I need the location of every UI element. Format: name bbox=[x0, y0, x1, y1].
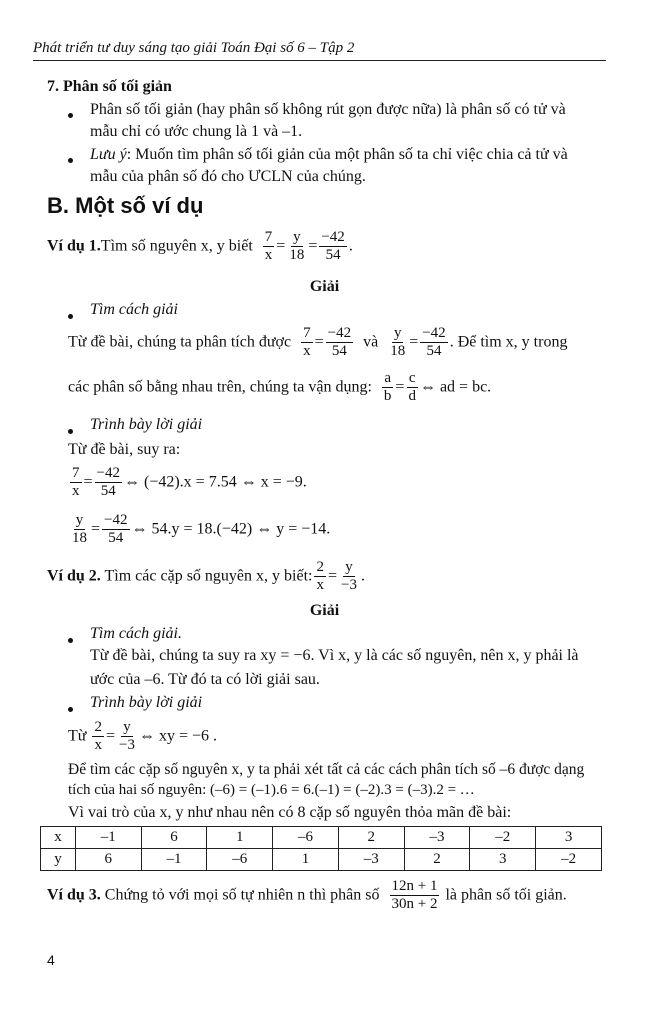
denominator: −3 bbox=[340, 577, 357, 594]
bullet1-line1: Phân số tối giản (hay phân số không rút gọn được nữa) là phân số có tử và bbox=[90, 101, 566, 118]
section-b-title: B. Một số ví dụ bbox=[47, 193, 204, 218]
text: Chứng tỏ với mọi số tự nhiên n thì phân số bbox=[104, 886, 380, 904]
fraction bbox=[301, 325, 313, 361]
note-text: : Muốn tìm phân số tối giản của một phân số ta chỉ việc chia cả tử và bbox=[126, 146, 568, 163]
fraction bbox=[95, 465, 122, 501]
denominator: 54 bbox=[108, 530, 124, 547]
denominator: b bbox=[383, 388, 392, 405]
approach-heading: Tìm cách giải bbox=[90, 301, 178, 318]
table-cell: –2 bbox=[536, 849, 602, 871]
table-cell: 2 bbox=[404, 849, 470, 871]
numerator: −42 bbox=[420, 325, 447, 343]
bullet1-line2: mẫu chỉ có ước chung là 1 và –1. bbox=[90, 123, 303, 140]
fraction bbox=[314, 559, 326, 595]
table-cell: 2 bbox=[338, 827, 404, 849]
solution-heading: Giải bbox=[309, 278, 340, 295]
denominator: −3 bbox=[118, 737, 135, 754]
bullet2-line2: mẫu của phân số đó cho ƯCLN của chúng. bbox=[90, 168, 366, 185]
denominator: x bbox=[316, 577, 324, 594]
example1-statement: Ví dụ 1.Tìm số nguyên x, y biết $\frac{7}{x}$ = $\frac{y}{18}$ = $\frac{-42}{54}$ . bbox=[47, 229, 353, 264]
example1-derive: Từ đề bài, suy ra: bbox=[68, 441, 181, 458]
numerator: 2 bbox=[92, 719, 104, 737]
numerator: −42 bbox=[95, 465, 122, 483]
numerator: c bbox=[407, 370, 418, 388]
numerator: y bbox=[74, 512, 86, 530]
fraction bbox=[263, 229, 275, 265]
text: Từ đề bài, chúng ta phân tích được bbox=[68, 333, 292, 351]
numerator: 7 bbox=[70, 465, 82, 483]
page-number: 4 bbox=[47, 952, 55, 968]
denominator: x bbox=[72, 483, 80, 500]
bullet-icon bbox=[68, 630, 73, 648]
denominator: x bbox=[94, 737, 102, 754]
bullet-icon bbox=[68, 306, 73, 324]
text: Tìm các cặp số nguyên x, y biết: bbox=[104, 567, 313, 585]
denominator: 54 bbox=[325, 247, 341, 264]
text: . Để tìm x, y trong bbox=[449, 333, 568, 351]
note-label: Lưu ý bbox=[90, 146, 127, 163]
example2-equation: Từ $\frac{2}{x}$ = $\frac{y}{-3}$ ⇔ xy = −6 . bbox=[68, 719, 217, 754]
fraction bbox=[92, 719, 104, 755]
fraction bbox=[102, 512, 129, 548]
table-cell: –1 bbox=[141, 849, 207, 871]
denominator: 30n + 2 bbox=[391, 896, 438, 913]
example3-statement bbox=[47, 878, 567, 914]
section-7-title: 7. Phân số tối giản bbox=[47, 78, 172, 95]
example2-line5: Vì vai trò của x, y như nhau nên có 8 cặp số nguyên thỏa mãn đề bài: bbox=[68, 804, 512, 821]
bullet-icon bbox=[68, 105, 73, 123]
fraction bbox=[406, 370, 418, 406]
presentation-heading: Trình bày lời giải bbox=[90, 416, 203, 433]
numerator: −42 bbox=[326, 325, 353, 343]
example2-statement: Ví dụ 2. Tìm các cặp số nguyên x, y biết: $\frac{2}{x}$ = $\frac{y}{-3}$ . bbox=[47, 559, 365, 594]
numerator: a bbox=[382, 370, 393, 388]
example2-label: Ví dụ 2. bbox=[47, 567, 101, 585]
fraction bbox=[420, 325, 447, 361]
table-cell: 1 bbox=[207, 827, 273, 849]
table-cell: –3 bbox=[338, 849, 404, 871]
numerator: 12n + 1 bbox=[390, 878, 440, 896]
table-cell: 6 bbox=[75, 849, 141, 871]
example2-line3: Để tìm các cặp số nguyên x, y ta phải xét tất cả các cách phân tích số –6 được dạng bbox=[68, 761, 585, 778]
table-cell: –6 bbox=[207, 849, 273, 871]
table-cell: –3 bbox=[404, 827, 470, 849]
numerator: y bbox=[392, 325, 404, 343]
example3-label: Ví dụ 3. bbox=[47, 886, 101, 904]
table-cell: x bbox=[41, 827, 76, 849]
denominator: 18 bbox=[289, 247, 305, 264]
numerator: −42 bbox=[319, 229, 346, 247]
numerator: y bbox=[291, 229, 303, 247]
fraction bbox=[390, 878, 440, 914]
fraction bbox=[287, 229, 306, 265]
text: và bbox=[363, 333, 379, 351]
fraction bbox=[388, 325, 407, 361]
fraction bbox=[319, 229, 346, 265]
solutions-table bbox=[40, 826, 602, 871]
table-cell: 6 bbox=[141, 827, 207, 849]
table-row-x bbox=[41, 827, 602, 849]
example1-equation1: $\frac{7}{x}$ = $\frac{-42}{54}$ ⇔ (−42).x = 7.54 ⇔ x = −9. bbox=[72, 465, 307, 500]
fraction bbox=[326, 325, 353, 361]
denominator: x bbox=[264, 247, 273, 264]
fraction bbox=[382, 370, 394, 406]
text: Từ bbox=[68, 727, 87, 745]
table-cell: –6 bbox=[273, 827, 339, 849]
denominator: 18 bbox=[390, 343, 406, 360]
text: ⇔ ad = bc. bbox=[419, 378, 492, 396]
header-rule bbox=[33, 60, 606, 61]
running-header: Phát triển tư duy sáng tạo giải Toán Đại số 6 – Tập 2 bbox=[33, 40, 355, 56]
numerator: 7 bbox=[263, 229, 275, 247]
denominator: 18 bbox=[72, 530, 87, 547]
denominator: x bbox=[303, 343, 311, 360]
presentation-heading: Trình bày lời giải bbox=[90, 694, 203, 711]
denominator: 54 bbox=[331, 343, 347, 360]
text: ⇔ xy = −6 . bbox=[138, 727, 217, 745]
table-row-y bbox=[41, 849, 602, 871]
numerator: y bbox=[343, 559, 355, 577]
table-cell: –2 bbox=[470, 827, 536, 849]
table-cell: 3 bbox=[470, 849, 536, 871]
numerator: 2 bbox=[314, 559, 326, 577]
example1-analysis-line1: Từ đề bài, chúng ta phân tích được $\frac{7}{x}$ = $\frac{-42}{54}$ và $\frac{y}{18}$ = $\frac{-42}{54}$ . Để tìm x, y trong bbox=[68, 325, 568, 360]
example1-equation2: $\frac{y}{18}$ = $\frac{-42}{54}$ ⇔ 54.y = 18.(−42) ⇔ y = −14. bbox=[72, 512, 331, 547]
bullet-icon bbox=[68, 150, 73, 168]
numerator: 7 bbox=[301, 325, 313, 343]
numerator: −42 bbox=[102, 512, 129, 530]
text: ⇔ 54.y = 18.(−42) ⇔ y = −14. bbox=[131, 520, 331, 538]
example1-label: Ví dụ 1. bbox=[47, 237, 101, 255]
table-cell: y bbox=[41, 849, 76, 871]
fraction bbox=[70, 512, 89, 548]
fraction bbox=[339, 559, 359, 595]
example2-analysis-line2: ước của –6. Từ đó ta có lời giải sau. bbox=[90, 671, 320, 688]
denominator: 54 bbox=[100, 483, 116, 500]
example1-analysis-line2: các phân số bằng nhau trên, chúng ta vận dụng: $\frac{a}{b}$ = $\frac{c}{d}$ ⇔ ad = bc. bbox=[68, 370, 492, 405]
solution-heading: Giải bbox=[309, 602, 340, 619]
text: là phân số tối giản. bbox=[445, 886, 567, 904]
denominator: 54 bbox=[426, 343, 442, 360]
table-cell: –1 bbox=[75, 827, 141, 849]
table-cell: 1 bbox=[273, 849, 339, 871]
numerator: y bbox=[121, 719, 133, 737]
table-cell: 3 bbox=[536, 827, 602, 849]
bullet2-line1 bbox=[90, 146, 568, 164]
fraction bbox=[117, 719, 137, 755]
text: các phân số bằng nhau trên, chúng ta vận dụng: bbox=[68, 378, 372, 396]
example2-line4: tích của hai số nguyên: (–6) = (–1).6 = 6.(–1) = (–2).3 = (–3).2 = … bbox=[68, 782, 475, 798]
bullet-icon bbox=[68, 421, 73, 439]
bullet-icon bbox=[68, 699, 73, 717]
fraction bbox=[70, 465, 82, 501]
example2-analysis-line1: Từ đề bài, chúng ta suy ra xy = −6. Vì x, y là các số nguyên, nên x, y phải là bbox=[90, 647, 579, 664]
denominator: d bbox=[408, 388, 416, 405]
approach-heading: Tìm cách giải. bbox=[90, 625, 182, 642]
text: ⇔ (−42).x = 7.54 ⇔ x = −9. bbox=[124, 473, 307, 491]
example1-text: Tìm số nguyên x, y biết bbox=[100, 237, 253, 255]
